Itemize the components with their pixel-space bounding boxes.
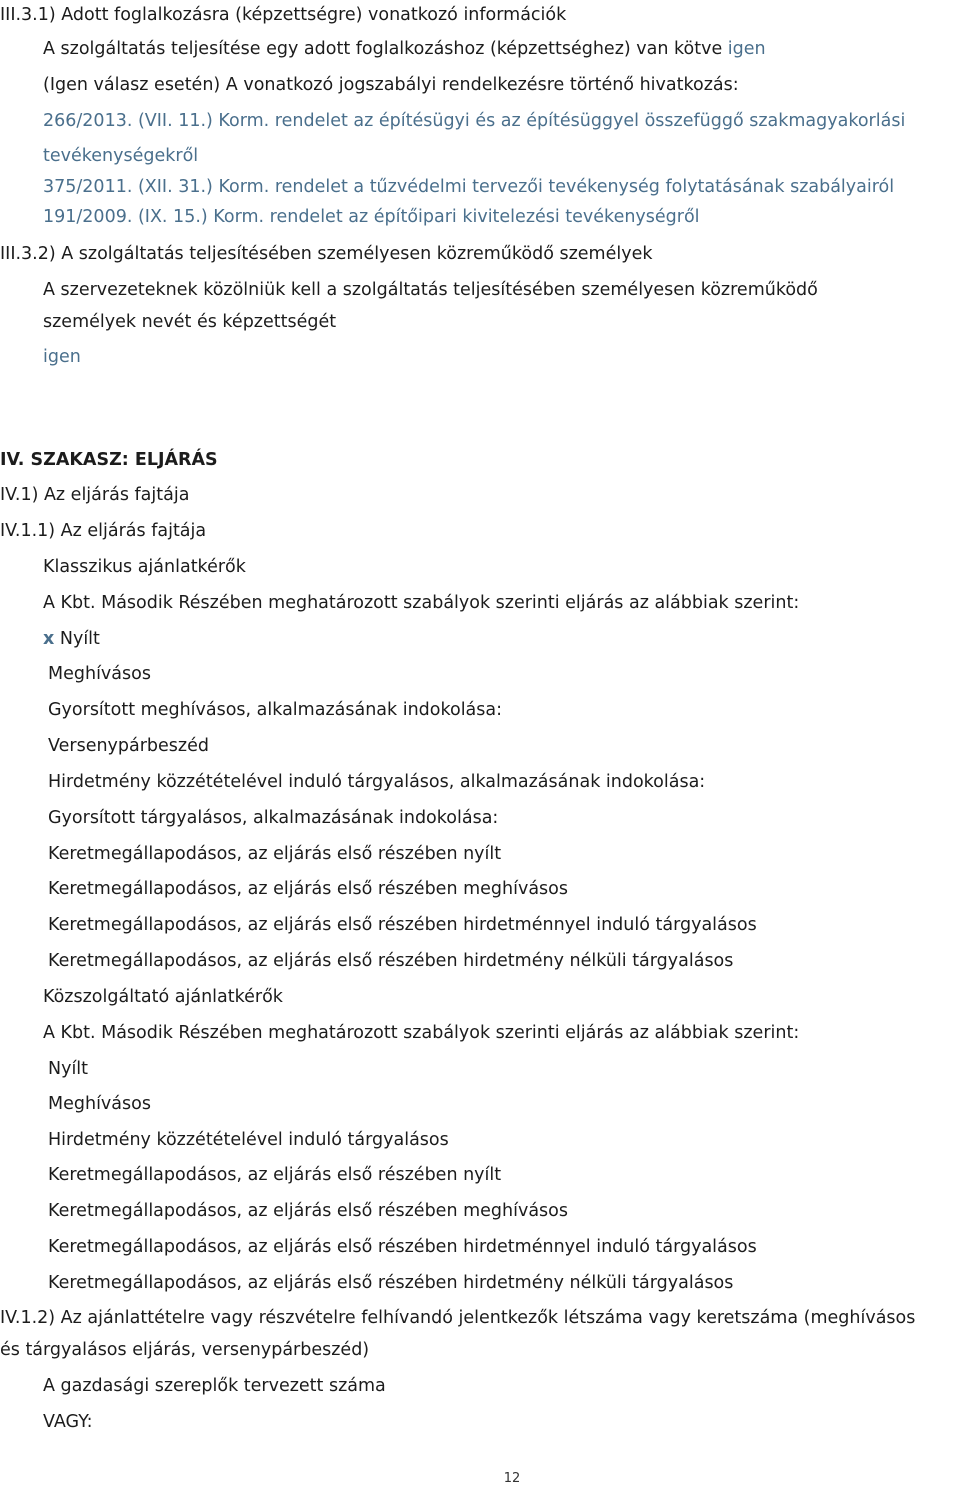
subsection-iv-1-1: IV.1.1) Az eljárás fajtája [0,521,207,541]
legal-reference-label: (Igen válasz esetén) A vonatkozó jogszabályi rendelkezésre történő hivatkozás: [43,75,739,95]
classic-item: Keretmegállapodásos, az eljárás első részében hirdetménnyel induló tárgyalásos [48,915,757,935]
kbt-procedure-label-1: A Kbt. Második Részében meghatározott szabályok szerinti eljárás az alábbiak szerint: [43,593,800,613]
public-item: Keretmegállapodásos, az eljárás első részében hirdetmény nélküli tárgyalásos [48,1273,734,1293]
personnel-requirement-value: igen [43,347,81,367]
classic-item: Versenypárbeszéd [48,736,209,756]
classic-contracting-authorities: Klasszikus ajánlatkérők [43,557,246,577]
or-label: VAGY: [43,1412,93,1432]
section-title-iii-3-2: III.3.2) A szolgáltatás teljesítésében személyesen közreműködő személyek [0,244,653,264]
public-item: Keretmegállapodásos, az eljárás első részében meghívásos [48,1201,568,1221]
classic-item: Hirdetmény közzétételével induló tárgyalásos, alkalmazásának indokolása: [48,772,706,792]
classic-item: Keretmegállapodásos, az eljárás első részében hirdetmény nélküli tárgyalásos [48,951,734,971]
selected-mark: x [43,629,55,649]
classic-item: Keretmegállapodásos, az eljárás első részében nyílt [48,844,502,864]
public-service-contracting-authorities: Közszolgáltató ajánlatkérők [43,987,283,1007]
kbt-procedure-label-2: A Kbt. Második Részében meghatározott szabályok szerinti eljárás az alábbiak szerint: [43,1023,800,1043]
public-item: Nyílt [48,1059,89,1079]
classic-item: Gyorsított meghívásos, alkalmazásának indokolása: [48,700,503,720]
subsection-iv-1-2-b: és tárgyalásos eljárás, versenypárbeszéd) [0,1340,370,1360]
section-title-iv: IV. SZAKASZ: ELJÁRÁS [0,450,218,470]
occupation-bound-text: A szolgáltatás teljesítése egy adott foglalkozáshoz (képzettséghez) van kötve [43,39,723,59]
classic-item-label: Nyílt [59,629,100,649]
legal-reference-1b: tevékenységekről [43,146,199,166]
legal-reference-1a: 266/2013. (VII. 11.) Korm. rendelet az építésügyi és az építésüggyel összefüggő szakmagyakorlási [43,111,906,131]
legal-reference-2: 375/2011. (XII. 31.) Korm. rendelet a tűzvédelmi tervezői tevékenység folytatásának szabályairól [43,177,895,197]
classic-item-open [43,628,100,650]
public-item: Keretmegállapodásos, az eljárás első részében nyílt [48,1165,502,1185]
public-item: Hirdetmény közzétételével induló tárgyalásos [48,1130,449,1150]
public-item: Meghívásos [48,1094,151,1114]
occupation-bound-value: igen [727,39,766,59]
planned-operators-label: A gazdasági szereplők tervezett száma [43,1376,386,1396]
legal-reference-3: 191/2009. (IX. 15.) Korm. rendelet az építőipari kivitelezési tevékenységről [43,207,700,227]
section-title-iii-3-1: III.3.1) Adott foglalkozásra (képzettségre) vonatkozó információk [0,5,567,25]
occupation-bound-line [43,38,766,60]
classic-item: Meghívásos [48,664,151,684]
page-number: 12 [503,1471,521,1486]
subsection-iv-1: IV.1) Az eljárás fajtája [0,485,190,505]
personnel-requirement-a: A szervezeteknek közölniük kell a szolgáltatás teljesítésében személyesen közreműködő [43,280,818,300]
classic-item: Keretmegállapodásos, az eljárás első részében meghívásos [48,879,568,899]
subsection-iv-1-2-a: IV.1.2) Az ajánlattételre vagy részvételre felhívandó jelentkezők létszáma vagy keretszáma (meghívásos [0,1308,916,1328]
personnel-requirement-b: személyek nevét és képzettségét [43,312,337,332]
classic-item: Gyorsított tárgyalásos, alkalmazásának indokolása: [48,808,499,828]
public-item: Keretmegállapodásos, az eljárás első részében hirdetménnyel induló tárgyalásos [48,1237,757,1257]
